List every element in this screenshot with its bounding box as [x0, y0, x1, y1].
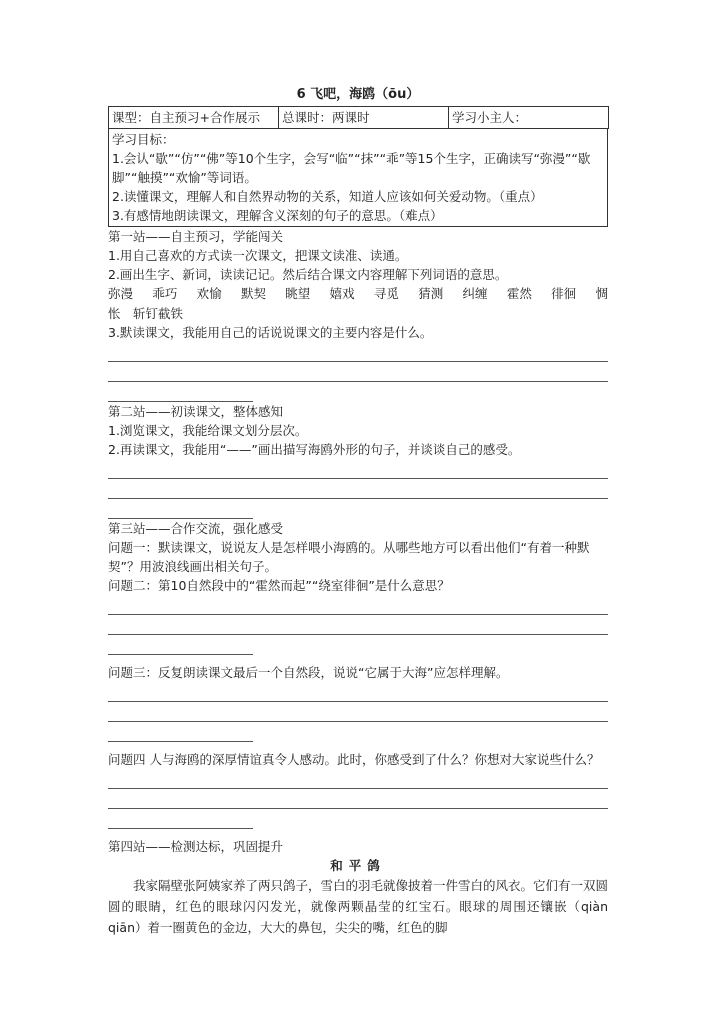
station3-question-4: 问题四 人与海鸥的深厚情谊真令人感动。此时，你感受到了什么？你想对大家说些什么？: [108, 752, 600, 767]
station3-question-1: 问题一：默读课文，说说友人是怎样喂小海鸥的。从哪些地方可以看出他们“有着一种默契”？用波浪线画出相关句子。: [108, 540, 590, 574]
vocab-word: 欢愉: [196, 286, 222, 301]
vocab-word: 默契: [240, 286, 266, 301]
vocab-word: 弥漫: [108, 286, 134, 301]
vocab-word: 乖巧: [152, 286, 178, 301]
goal-item-3: 3.有感情地朗读课文，理解含义深刻的句子的意思。（难点）: [112, 208, 443, 223]
answer-line: [108, 479, 608, 499]
vocab-row: [108, 284, 608, 304]
vocab-word: 眺望: [285, 286, 311, 301]
page-title: 6 飞吧，海鸥（ōu）: [296, 87, 420, 102]
answer-line: [108, 362, 608, 382]
answer-line: [108, 702, 608, 722]
vocab-word: 猜测: [418, 286, 444, 301]
study-host-cell: 学习小主人：: [449, 107, 609, 129]
answer-line: [108, 595, 608, 615]
station2-question-2: 2.再读课文，我能用“——”画出描写海鸥外形的句子，并谈谈自己的感受。: [108, 442, 521, 457]
vocab-word: 纠缠: [462, 286, 488, 301]
vocab-word: 惆: [595, 286, 608, 301]
answer-line: [108, 342, 608, 362]
station1-heading: 第一站——自主预习，学能闯关: [108, 229, 284, 244]
answer-line: [108, 615, 608, 635]
worksheet-page: [108, 86, 621, 938]
answer-line: [108, 499, 253, 519]
answer-line: [108, 722, 253, 742]
station4-heading: 第四站——检测达标，巩固提升: [108, 839, 284, 854]
station1-question-2: 2.画出生字、新词，读读记记。然后结合课文内容理解下列词语的意思。: [108, 267, 508, 282]
goals-heading: 学习目标：: [112, 132, 175, 147]
answer-line: [108, 382, 253, 402]
vocab-word: 霍然: [506, 286, 532, 301]
station3-question-3: 问题三：反复朗读课文最后一个自然段，说说“它属于大海”应怎样理解。: [108, 665, 509, 680]
vocab-row-2: 怅 斩钉截铁: [108, 306, 184, 321]
answer-line: [108, 635, 253, 655]
answer-line: [108, 682, 608, 702]
passage-title: 和平鸽: [330, 858, 386, 873]
vocab-word: 徘徊: [551, 286, 577, 301]
answer-line: [108, 769, 608, 789]
learning-goals-box: [108, 129, 608, 227]
vocab-word: 嬉戏: [329, 286, 355, 301]
answer-line: [108, 809, 253, 829]
station3-question-2: 问题二：第10自然段中的“霍然而起”“绕室徘徊”是什么意思？: [108, 578, 450, 593]
answer-line: [108, 789, 608, 809]
station2-heading: 第二站——初读课文，整体感知: [108, 404, 284, 419]
total-hours-cell: 总课时：两课时: [279, 107, 449, 129]
vocab-word: 寻觅: [373, 286, 399, 301]
goal-item-2: 2.读懂课文，理解人和自然界动物的关系，知道人应该如何关爱动物。（重点）: [112, 189, 543, 204]
lesson-info-table: [108, 106, 609, 129]
passage-paragraph: 我家隔壁张阿姨家养了两只鸽子，雪白的羽毛就像披着一件雪白的风衣。它们有一双圆圆的眼睛，红色的眼球闪闪发光，就像两颗晶莹的红宝石。眼球的周围还镶嵌（qiàn qiān）着一圈黄色的金边，大大的鼻包，尖尖的嘴，红色的脚: [108, 878, 621, 935]
station1-question-1: 1.用自己喜欢的方式读一次课文，把课文读准、读通。: [108, 248, 408, 263]
station1-question-3: 3.默读课文，我能用自己的话说说课文的主要内容是什么。: [108, 325, 433, 340]
lesson-type-cell: 课型：自主预习+合作展示: [109, 107, 279, 129]
station2-question-1: 1.浏览课文，我能给课文划分层次。: [108, 423, 308, 438]
goal-item-1: 1.会认“歇”“仿”“佛”等10个生字，会写“临”“抹”“乖”等15个生字，正确读写“弥漫”“歇脚”“触摸”“欢愉”等词语。: [112, 151, 591, 185]
station3-heading: 第三站——合作交流，强化感受: [108, 521, 284, 536]
answer-line: [108, 459, 608, 479]
